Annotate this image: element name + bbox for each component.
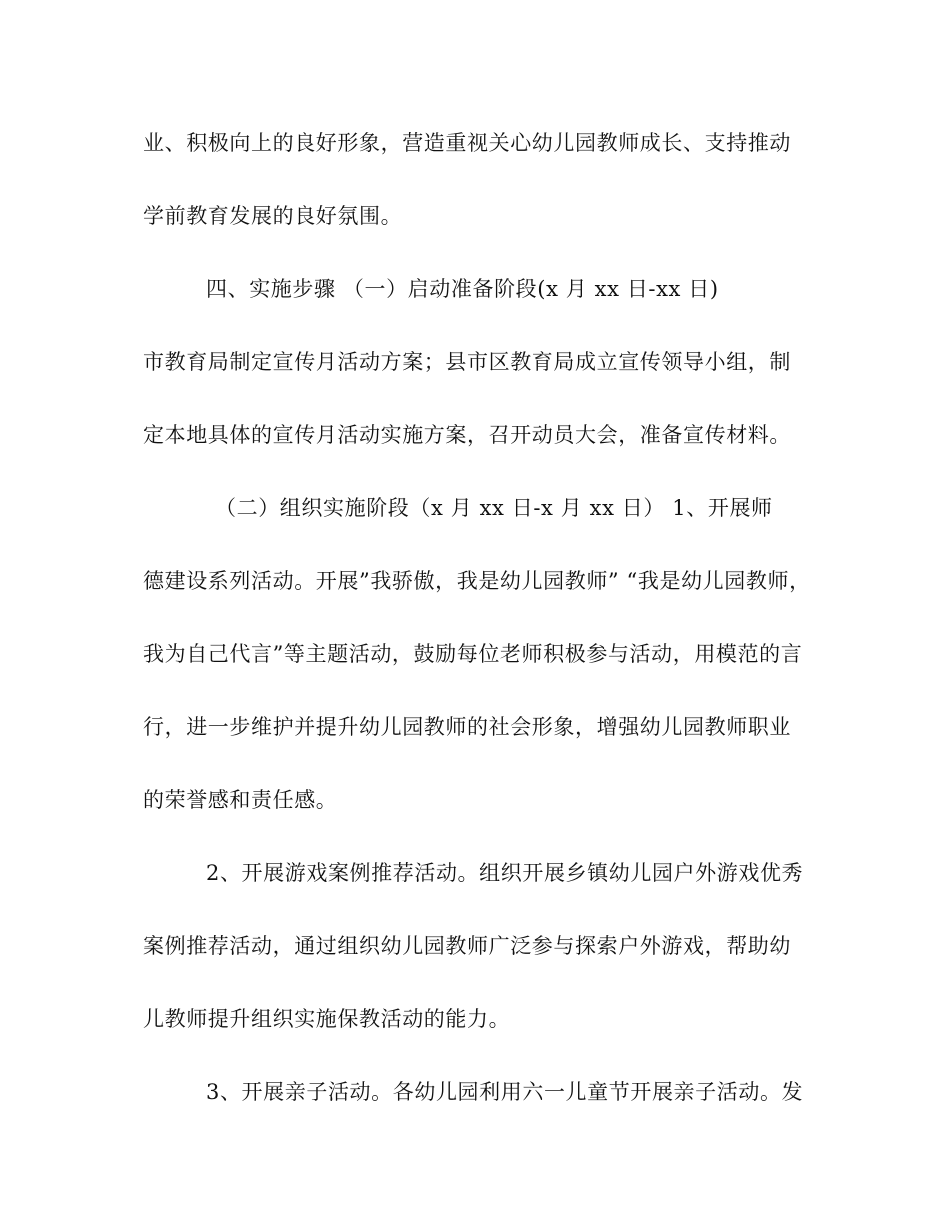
text-line-12: 案例推荐活动，通过组织幼儿园教师广泛参与探索户外游戏，帮助幼 bbox=[143, 934, 791, 958]
text-line-8: 我为自己代言”等主题活动，鼓励每位老师积极参与活动，用模范的言 bbox=[143, 642, 803, 666]
section-heading-line: 四、实施步骤 （一）启动准备阶段(x 月 xx 日-xx 日) bbox=[206, 277, 719, 301]
text-line-9: 行，进一步维护并提升幼儿园教师的社会形象，增强幼儿园教师职业 bbox=[143, 715, 791, 739]
text-line-5: 定本地具体的宣传月活动实施方案，召开动员大会，准备宣传材料。 bbox=[143, 423, 791, 447]
text-line-1: 业、积极向上的良好形象，营造重视关心幼儿园教师成长、支持推动 bbox=[143, 131, 791, 155]
text-line-13: 儿教师提升组织实施保教活动的能力。 bbox=[143, 1007, 511, 1031]
text-line-4: 市教育局制定宣传月活动方案；县市区教育局成立宣传领导小组，制 bbox=[143, 350, 791, 374]
text-line-10: 的荣誉感和责任感。 bbox=[143, 788, 338, 812]
subsection-heading-line: （二）组织实施阶段（x 月 xx 日-x 月 xx 日） 1、开展师 bbox=[215, 496, 773, 520]
text-line-14: 3、开展亲子活动。各幼儿园利用六一儿童节开展亲子活动。发 bbox=[206, 1080, 804, 1104]
text-line-2: 学前教育发展的良好氛围。 bbox=[143, 204, 403, 228]
text-line-11: 2、开展游戏案例推荐活动。组织开展乡镇幼儿园户外游戏优秀 bbox=[206, 861, 804, 885]
text-line-7: 德建设系列活动。开展”我骄傲，我是幼儿园教师” “我是幼儿园教师， bbox=[143, 569, 811, 593]
